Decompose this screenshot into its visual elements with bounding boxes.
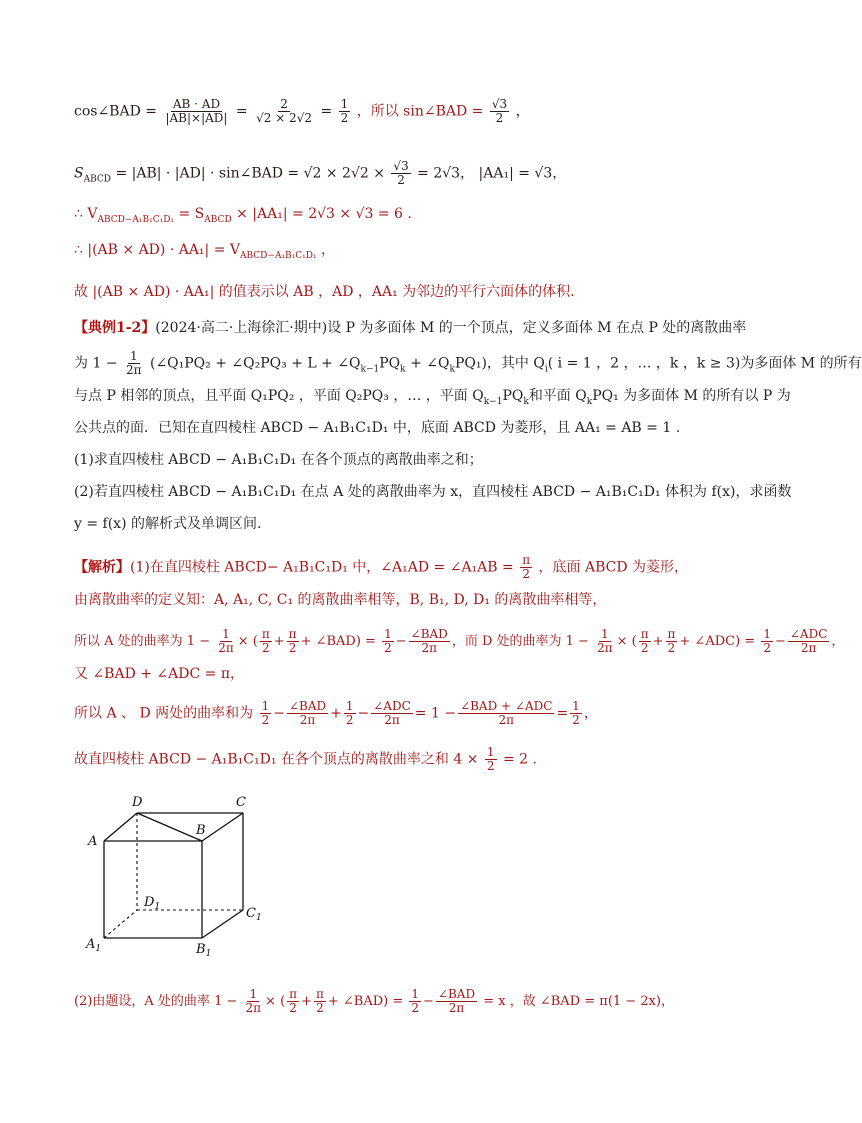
edge-a1d1-hidden: [104, 910, 137, 938]
frac-num: √3: [393, 159, 409, 173]
text: ，: [321, 242, 336, 258]
subscript: ABCD: [204, 214, 232, 225]
frac-num: 1: [763, 627, 771, 641]
example-line-3: [74, 386, 791, 412]
frac-den: 2: [572, 713, 580, 727]
text: −: [423, 994, 434, 1009]
fraction: [314, 988, 326, 1015]
example-tag: 【典例1-2】: [74, 320, 156, 336]
text: × (: [616, 634, 637, 649]
frac-den: 2π: [597, 641, 613, 655]
text: = 2√3， |AA₁| = √3，: [417, 165, 567, 182]
frac-den: 2π: [218, 641, 234, 655]
label-b: B: [196, 823, 206, 838]
frac-den: 2: [384, 641, 392, 655]
text: × (: [237, 634, 258, 649]
frac-num: 1: [340, 97, 349, 111]
frac-num: ∠ADC: [373, 699, 411, 713]
frac-den: 2: [288, 641, 297, 655]
frac-num: ∠BAD: [288, 699, 327, 713]
subscript: i: [544, 364, 548, 375]
frac-num: 1: [572, 699, 580, 713]
text: 所以 A 处的曲率为 1 −: [74, 634, 211, 649]
text: =: [556, 705, 569, 722]
frac-den: 2: [411, 1001, 420, 1015]
label-b1: $B_1$: [196, 942, 212, 959]
fraction: [371, 700, 413, 727]
label-d1: $D_1$: [144, 895, 161, 912]
subscript: ABCD−A₁B₁C₁D₁: [97, 214, 175, 225]
frac-num: π: [261, 627, 270, 641]
subscript: k: [449, 364, 455, 375]
fraction: [382, 628, 394, 655]
text: ，而 D 处的曲率为 1 −: [451, 634, 589, 649]
fraction: [409, 988, 421, 1015]
fraction: [458, 700, 554, 727]
question-2-cont: [74, 514, 261, 534]
solution-line-5: [74, 700, 598, 727]
subscript: k: [523, 396, 529, 407]
text: (2)由题设，A 处的曲率 1 −: [74, 994, 238, 1009]
fraction: [163, 98, 229, 125]
edge-b1c1: [202, 910, 243, 938]
text: + ∠Q: [410, 355, 450, 372]
example-line-4: [74, 418, 680, 438]
solution-line-2: [74, 590, 606, 610]
fraction: [244, 988, 264, 1015]
frac-den: 2π: [498, 713, 515, 727]
text: = x ，故 ∠BAD = π(1 − 2x)，: [483, 994, 674, 1009]
fraction: [391, 160, 410, 187]
text: PQ₁)，其中 Q: [454, 355, 545, 372]
frac-den: 2: [640, 641, 649, 655]
text: (1)求直四棱柱 ABCD − A₁B₁C₁D₁ 在各个顶点的离散曲率之和；: [74, 452, 483, 468]
label-a1: $A_1$: [86, 937, 102, 954]
frac-num: AB · AD: [172, 97, 221, 111]
frac-den: 2: [261, 713, 270, 727]
frac-den: 2: [340, 111, 349, 125]
frac-den: √2 × 2√2: [256, 111, 312, 125]
example-heading: [74, 318, 746, 338]
edge-ad: [104, 813, 137, 841]
line-conclusion: [74, 282, 575, 302]
text: y = f(x) 的解析式及单调区间.: [74, 516, 262, 532]
subscript: ABCD−A₁B₁C₁D₁: [240, 250, 317, 261]
text: × |AA₁| = 2√3 × √3 = 6 .: [236, 206, 412, 222]
text: PQ₁ 为多面体 M 的所有以 P 为: [592, 388, 791, 404]
example-line-2: [74, 350, 862, 379]
text: + ∠ADC) =: [679, 634, 756, 649]
frac-den: 2: [522, 567, 530, 581]
text: (1)在直四棱柱 ABCD− A₁B₁C₁D₁ 中，∠A₁AD = ∠A₁AB =: [130, 559, 514, 576]
fraction: [409, 628, 450, 655]
text: ，底面 ABCD 为菱形，: [538, 559, 689, 576]
text: 与点 P 相邻的顶点，且平面 Q₁PQ₂ ，平面 Q₂PQ₃ ，… ，平面 Q: [74, 388, 484, 404]
frac-den: 2: [486, 759, 495, 773]
text: (∠Q₁PQ₂ + ∠Q₂PQ₃ + L + ∠Q: [149, 355, 361, 372]
fraction: [124, 350, 144, 377]
frac-num: 1: [486, 745, 495, 759]
frac-den: 2π: [421, 641, 437, 655]
label-c: C: [236, 795, 246, 810]
text: = |AB| · |AD| · sin∠BAD = √2 × 2√2 ×: [115, 165, 385, 182]
frac-num: 2: [280, 97, 288, 111]
solution-line-6: [74, 746, 537, 773]
fraction: [570, 700, 582, 727]
text: +: [330, 705, 342, 722]
frac-num: 1: [601, 627, 609, 641]
frac-num: π: [315, 987, 324, 1001]
text: = 1 −: [414, 705, 457, 722]
subscript: k−1: [360, 364, 380, 375]
prism-figure: [80, 790, 280, 970]
fraction: [788, 628, 830, 655]
text: ，: [583, 705, 598, 722]
fraction: [490, 98, 509, 125]
frac-num: 1: [345, 699, 354, 713]
frac-den: 2π: [800, 641, 817, 655]
frac-den: 2π: [126, 363, 142, 377]
fraction: [339, 98, 351, 125]
text: cos∠BAD =: [74, 103, 157, 120]
frac-den: 2: [763, 641, 771, 655]
text: 所以 A 、 D 两处的曲率和为: [74, 705, 254, 722]
frac-den: 2: [262, 641, 270, 655]
frac-den: 2: [345, 713, 354, 727]
text: 为 1 −: [74, 355, 118, 372]
frac-den: |AB|×|AD|: [165, 111, 228, 125]
label-a: A: [88, 834, 98, 849]
frac-num: π: [289, 987, 298, 1001]
text: 公共点的面．已知在直四棱柱 ABCD − A₁B₁C₁D₁ 中，底面 ABCD 为菱形，且 AA₁ = AB = 1 .: [74, 420, 681, 436]
label-d: D: [132, 795, 143, 810]
frac-num: π: [640, 627, 649, 641]
frac-num: π: [288, 627, 297, 641]
text: (2)若直四棱柱 ABCD − A₁B₁C₁D₁ 在点 A 处的离散曲率为 x，直四棱柱 ABCD − A₁B₁C₁D₁ 体积为 f(x)，求函数: [74, 484, 792, 500]
text: = 2 .: [503, 751, 537, 768]
text: × (: [265, 994, 286, 1009]
text: +: [273, 634, 285, 649]
frac-num: π: [522, 553, 531, 567]
solution-line-4: [74, 664, 244, 684]
fraction: [254, 98, 314, 125]
frac-num: √3: [491, 97, 508, 111]
text: PQ: [379, 355, 401, 372]
text: 故 |(AB × AD) · AA₁| 的值表示以 AB ，AD ，AA₁ 为邻边的平行六面体的体积.: [74, 284, 575, 300]
fraction: [485, 746, 497, 773]
text: −: [395, 634, 407, 649]
frac-num: π: [667, 627, 676, 641]
frac-num: 1: [129, 349, 138, 363]
subscript: k: [400, 364, 406, 375]
frac-den: 2: [289, 1001, 297, 1015]
solution-line-3: [74, 628, 844, 655]
text: PQ: [502, 388, 524, 404]
frac-num: ∠ADC: [789, 627, 828, 641]
text: =: [320, 103, 333, 120]
frac-den: 2: [397, 173, 405, 187]
frac-num: 1: [261, 699, 270, 713]
fraction: [520, 554, 532, 581]
frac-num: ∠BAD + ∠ADC: [460, 699, 553, 713]
frac-den: 2π: [384, 713, 400, 727]
text: (2024·高二·上海徐汇·期中)设 P 为多面体 M 的一个顶点，定义多面体 M 在点 P 处的离散曲率: [155, 320, 747, 336]
text: 和平面 Q: [528, 388, 587, 404]
text: 由离散曲率的定义知：A, A₁, C, C₁ 的离散曲率相等，B, B₁, D, D₁ 的离散曲率相等，: [74, 592, 607, 608]
subscript: k: [586, 396, 593, 407]
label-c1: $C_1$: [246, 906, 262, 923]
fraction: [436, 988, 477, 1015]
fraction: [260, 700, 272, 727]
solution-tag: 【解析】: [74, 559, 130, 576]
line-area-abcd: [74, 160, 566, 189]
subscript: k−1: [483, 396, 503, 407]
text: ∴ V: [74, 206, 98, 222]
text: + ∠BAD) =: [300, 634, 376, 649]
fraction: [344, 700, 356, 727]
fraction: [595, 628, 615, 655]
line-cos-bad: [74, 98, 530, 125]
frac-num: 1: [411, 987, 420, 1001]
frac-num: 1: [384, 627, 392, 641]
text: ( i = 1 ，2 ，… ，k ，k ≥ 3)为多面体 M 的所有: [547, 355, 862, 372]
fraction: [639, 628, 651, 655]
fraction: [260, 628, 272, 655]
frac-den: 2π: [448, 1001, 465, 1015]
text: 故直四棱柱 ABCD − A₁B₁C₁D₁ 在各个顶点的离散曲率之和 4 ×: [74, 751, 479, 768]
edge-db: [137, 813, 202, 841]
text: =: [235, 103, 248, 120]
text: +: [301, 994, 312, 1009]
text: −: [774, 634, 786, 649]
text: +: [652, 634, 664, 649]
text: = S: [178, 206, 205, 222]
text: S: [74, 165, 84, 182]
text: ∴ |(AB × AD) · AA₁| = V: [74, 242, 241, 258]
text: ，所以 sin∠BAD =: [356, 103, 484, 120]
edge-bc: [202, 813, 243, 841]
frac-num: 1: [249, 987, 258, 1001]
question-1: [74, 450, 483, 470]
fraction: [287, 988, 299, 1015]
fraction: [287, 628, 299, 655]
text: + ∠BAD) =: [327, 994, 404, 1009]
frac-den: 2: [316, 1001, 324, 1015]
fraction: [216, 628, 236, 655]
question-2: [74, 482, 791, 502]
frac-num: ∠BAD: [437, 987, 476, 1001]
fraction: [287, 700, 328, 727]
frac-num: ∠BAD: [410, 627, 448, 641]
fraction: [666, 628, 678, 655]
fraction: [761, 628, 773, 655]
text: ，: [831, 634, 845, 649]
solution-line-1: [74, 554, 688, 581]
frac-den: 2: [495, 111, 504, 125]
line-volume: [74, 204, 412, 230]
text: ，: [515, 103, 530, 120]
subscript: ABCD: [83, 174, 111, 185]
frac-den: 2π: [245, 1001, 262, 1015]
line-triple-product: [74, 240, 335, 266]
text: −: [273, 705, 285, 722]
text: 又 ∠BAD + ∠ADC = π，: [74, 666, 245, 682]
frac-den: 2π: [299, 713, 316, 727]
frac-num: 1: [222, 627, 230, 641]
solution-part2-line-1: [74, 988, 674, 1015]
frac-den: 2: [667, 641, 676, 655]
text: −: [357, 705, 370, 722]
